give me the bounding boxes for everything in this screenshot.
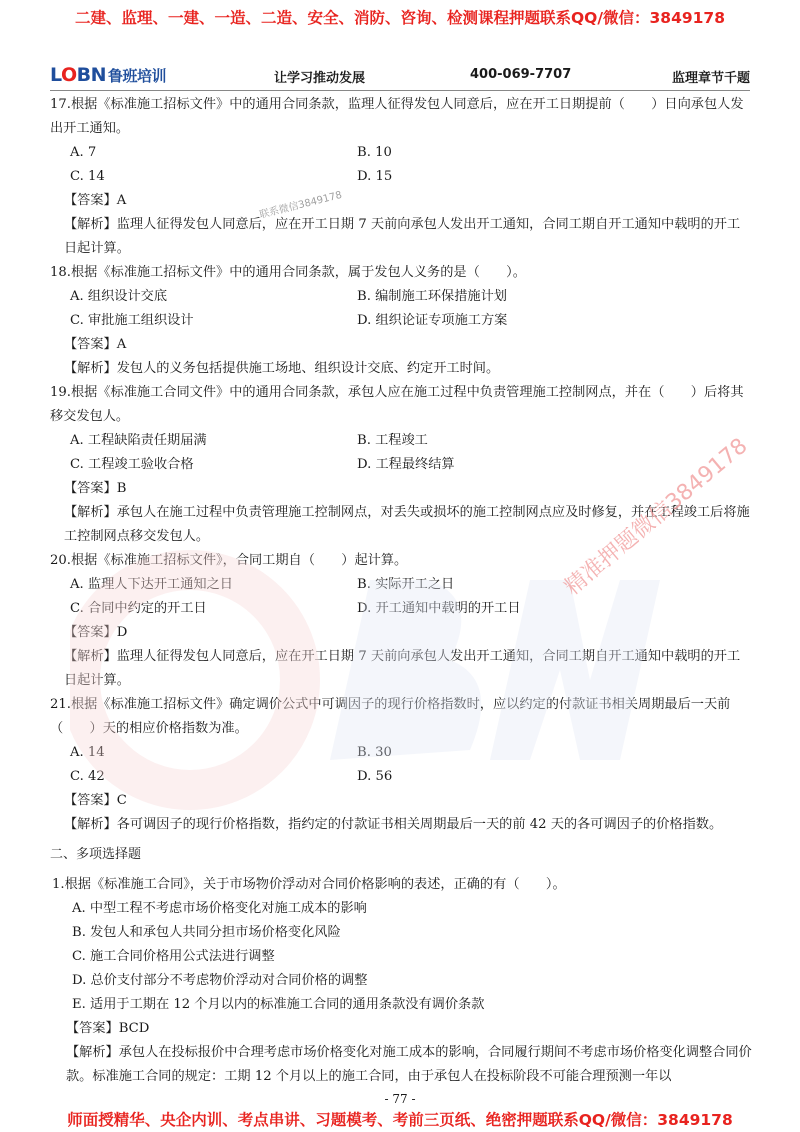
explanation: 【解析】监理人征得发包人同意后，应在开工日期 7 天前向承包人发出开工通知，合同工期自开工通知中载明的开工日起计算。 bbox=[64, 649, 741, 688]
answer: 【答案】D bbox=[64, 625, 128, 640]
header-phone: 400-069-7707 bbox=[470, 67, 572, 82]
question-text: 21.根据《标准施工招标文件》确定调价公式中可调因子的现行价格指数时，应以约定的付款证书相关周期最后一天前（ ）天的相应价格指数为准。 bbox=[50, 697, 731, 736]
option-a: A. 14 bbox=[70, 745, 105, 760]
option-a: A. 7 bbox=[70, 145, 97, 160]
multi-question-1 bbox=[50, 873, 752, 1089]
answer: 【答案】A bbox=[64, 337, 127, 352]
question-text: 19.根据《标准施工合同文件》中的通用合同条款，承包人应在施工过程中负责管理施工控制网点，并在（ ）后将其移交发包人。 bbox=[50, 385, 744, 424]
option-a: A. 中型工程不考虑市场价格变化对施工成本的影响 bbox=[72, 901, 367, 916]
bottom-promo-banner: 师面授精华、央企内训、考点串讲、习题模考、考前三页纸、绝密押题联系QQ/微信：3849178 bbox=[67, 1111, 733, 1129]
option-c: C. 审批施工组织设计 bbox=[70, 313, 194, 328]
option-c: C. 14 bbox=[70, 169, 105, 184]
question-text: 1.根据《标准施工合同》，关于市场物价浮动对合同价格影响的表述，正确的有（ ）。 bbox=[52, 877, 566, 892]
page-content bbox=[50, 93, 752, 1089]
option-b: B. 工程竣工 bbox=[357, 433, 428, 448]
option-c: C. 工程竣工验收合格 bbox=[70, 457, 194, 472]
option-c: C. 施工合同价格用公式法进行调整 bbox=[72, 949, 275, 964]
question-text: 18.根据《标准施工招标文件》中的通用合同条款，属于发包人义务的是（ ）。 bbox=[50, 265, 526, 280]
option-d: D. 15 bbox=[357, 169, 393, 184]
section-title: 二、多项选择题 bbox=[50, 847, 142, 862]
option-d: D. 开工通知中载明的开工日 bbox=[357, 601, 521, 616]
option-b: B. 编制施工环保措施计划 bbox=[357, 289, 507, 304]
option-b: B. 30 bbox=[357, 745, 392, 760]
logo-letters-bn: BN bbox=[76, 64, 106, 86]
header-divider bbox=[50, 90, 750, 91]
header-book-title: 监理章节千题 bbox=[671, 71, 750, 86]
option-d: D. 工程最终结算 bbox=[357, 457, 455, 472]
answer: 【答案】B bbox=[64, 481, 127, 496]
options bbox=[50, 285, 752, 333]
answer: 【答案】BCD bbox=[66, 1021, 150, 1036]
option-c: C. 合同中约定的开工日 bbox=[70, 601, 207, 616]
option-b: B. 发包人和承包人共同分担市场价格变化风险 bbox=[72, 925, 341, 940]
page-number: - 77 - bbox=[384, 1092, 416, 1106]
option-d: D. 组织论证专项施工方案 bbox=[357, 313, 508, 328]
option-d: D. 总价支付部分不考虑物价浮动对合同价格的调整 bbox=[72, 973, 368, 988]
logo-letter-o: O bbox=[60, 64, 77, 86]
header-slogan: 让学习推动发展 bbox=[274, 71, 366, 86]
answer: 【答案】A bbox=[64, 193, 127, 208]
option-a: A. 监理人下达开工通知之日 bbox=[70, 577, 233, 592]
top-promo-banner: 二建、监理、一建、一造、二造、安全、消防、咨询、检测课程押题联系QQ/微信：3849178 bbox=[74, 9, 725, 27]
question-20 bbox=[50, 549, 752, 693]
options bbox=[50, 741, 752, 789]
options bbox=[50, 141, 752, 189]
watermark-big: 精准押题微信3849178 bbox=[560, 433, 753, 601]
explanation: 【解析】承包人在施工过程中负责管理施工控制网点，对丢失或损坏的施工控制网点应及时修复，并在工程竣工后将施工控制网点移交发包人。 bbox=[64, 505, 750, 544]
explanation: 【解析】各可调因子的现行价格指数，指约定的付款证书相关周期最后一天的前 42 天的各可调因子的价格指数。 bbox=[64, 817, 723, 832]
option-d: D. 56 bbox=[357, 769, 393, 784]
options bbox=[50, 573, 752, 621]
explanation: 【解析】承包人在投标报价中合理考虑市场价格变化对施工成本的影响，合同履行期间不考虑市场价格变化调整合同价款。标准施工合同的规定：工期 12 个月以上的施工合同，由于承包人在投标阶段不可能合理预测一年以 bbox=[66, 1045, 752, 1084]
option-e: E. 适用于工期在 12 个月以内的标准施工合同的通用条款没有调价条款 bbox=[72, 997, 485, 1012]
question-text: 17.根据《标准施工招标文件》中的通用合同条款，监理人征得发包人同意后，应在开工日期提前（ ）日向承包人发出开工通知。 bbox=[50, 97, 744, 136]
explanation: 【解析】监理人征得发包人同意后，应在开工日期 7 天前向承包人发出开工通知，合同工期自开工通知中载明的开工日起计算。 bbox=[64, 217, 741, 256]
page-header bbox=[50, 64, 750, 88]
logo-letter-l: L bbox=[50, 64, 61, 86]
lubang-logo bbox=[50, 64, 166, 86]
answer: 【答案】C bbox=[64, 793, 127, 808]
question-18 bbox=[50, 261, 752, 381]
option-b: B. 实际开工之日 bbox=[357, 577, 455, 592]
question-21 bbox=[50, 693, 752, 837]
watermark-small: 联系微信3849178 bbox=[258, 189, 344, 222]
option-a: A. 组织设计交底 bbox=[70, 289, 168, 304]
option-b: B. 10 bbox=[357, 145, 392, 160]
question-text: 20.根据《标准施工招标文件》，合同工期自（ ）起计算。 bbox=[50, 553, 408, 568]
option-c: C. 42 bbox=[70, 769, 105, 784]
question-17 bbox=[50, 93, 752, 261]
logo-chinese: 鲁班培训 bbox=[107, 67, 166, 85]
option-a: A. 工程缺陷责任期届满 bbox=[70, 433, 207, 448]
options bbox=[50, 429, 752, 477]
explanation: 【解析】发包人的义务包括提供施工场地、组织设计交底、约定开工时间。 bbox=[64, 361, 500, 376]
